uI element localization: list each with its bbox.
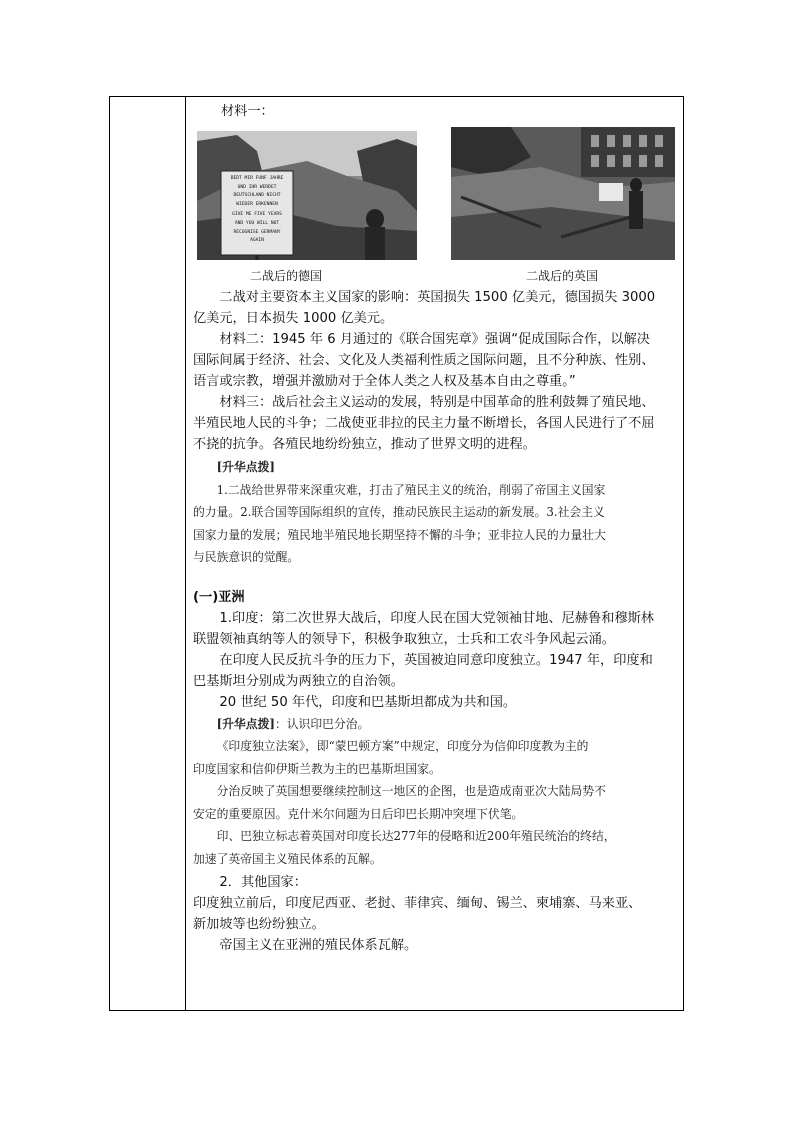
sign-line: AND YOU WILL NOT: [234, 220, 280, 226]
content-table: [109, 96, 684, 1011]
insight2-rest: ：认识印巴分治。: [274, 716, 370, 731]
sign-line: RECOGNISE GERMANY: [233, 229, 281, 235]
britain-caption: 二战后的英国: [526, 269, 599, 283]
germany-sign-text: [222, 175, 292, 246]
sign-line: AGAIN: [250, 238, 264, 244]
sign-line: UND IHR WERDET: [237, 184, 277, 190]
column-divider: [185, 97, 186, 1010]
material2-line-3: 语言或宗教，增强并激励对于全体人类之人权及基本自由之尊重。”: [193, 374, 576, 389]
other-line-2: 新加坡等也纷纷独立。: [193, 917, 325, 932]
other-line-1: 印度独立前后，印度尼西亚、老挝、菲律宾、缅甸、锡兰、柬埔寨、马来亚、: [193, 896, 642, 911]
germany-ruins-photo: [197, 131, 417, 260]
insight1-line-3: 国家力量的发展；殖民地半殖民地长期坚持不懈的斗争；亚非拉人民的力量壮大: [193, 527, 606, 542]
insight2-line: [193, 713, 681, 736]
insight1-line-2: 的力量。2.联合国等国际组织的宣传，推动民族民主运动的新发展。3.社会主义: [193, 505, 605, 519]
partition3-line-1: 印、巴独立标志着英国对印度长达277年的侵略和近200年殖民统治的终结，: [216, 829, 616, 843]
other-heading: 2．其他国家：: [219, 875, 307, 890]
material3-line-1: 材料三：战后社会主义运动的发展，特别是中国革命的胜利鼓舞了殖民地、: [219, 395, 655, 410]
india2-line-1: 在印度人民反抗斗争的压力下，英国被迫同意印度独立。1947 年，印度和: [219, 652, 653, 668]
india3-line: 20 世纪 50 年代，印度和巴基斯坦都成为共和国。: [219, 694, 517, 710]
sign-line: DEUTSCHLAND NICHT: [233, 193, 281, 199]
sign-line: BEDT MIR FUNF JAHRE: [230, 176, 284, 181]
material3-line-3: 不挠的抗争。各殖民地纷纷独立，推动了世界文明的进程。: [193, 437, 536, 452]
partition2-line-2: 安定的重要原因。克什米尔问题为日后印巴长期冲突埋下伏笔。: [193, 806, 524, 821]
partition2-line-1: 分治反映了英国想要继续控制这一地区的企图，也是造成南亚次大陆局势不: [216, 784, 606, 798]
india-line-2: 联盟领袖真纳等人的领导下，积极争取独立，士兵和工农斗争风起云涌。: [193, 631, 615, 647]
partition-line-2: 印度国家和信仰伊斯兰教为主的巴基斯坦国家。: [193, 761, 441, 776]
britain-ruins-photo: [451, 127, 675, 260]
insight1-line-1: 1.二战给世界带来深重灾难，打击了殖民主义的统治，削弱了帝国主义国家: [216, 482, 606, 497]
impact-line-1: 二战对主要资本主义国家的影响：英国损失 1500 亿美元，德国损失 3000: [219, 290, 656, 305]
britain-ruins-image: [451, 127, 675, 260]
india2-line-2: 巴基斯坦分别成为两独立的自治领。: [193, 673, 404, 689]
impact-line-2: 亿美元，日本损失 1000 亿美元。: [193, 311, 394, 326]
partition3-line-2: 加速了英帝国主义殖民体系的瓦解。: [193, 851, 382, 866]
partition-line-1: 《印度独立法案》，即“蒙巴顿方案”中规定，印度分为信仰印度教为主的: [216, 739, 589, 753]
insight1-line-4: 与民族意识的觉醒。: [193, 550, 300, 564]
sign-line: WIEDER ERKENNEN: [236, 201, 278, 207]
germany-caption: 二战后的德国: [250, 269, 323, 283]
material2-line-1: 材料二：1945 年 6 月通过的《联合国宪章》强调“促成国际合作，以解决: [219, 332, 650, 347]
insight2-heading: [升华点拨]: [216, 716, 275, 731]
sign-line: GIVE ME FIVE YEARS: [232, 212, 282, 218]
material1-heading: 材料一：: [221, 104, 274, 119]
insight1-heading: [升华点拨]: [216, 460, 275, 474]
conclusion-line: 帝国主义在亚洲的殖民体系瓦解。: [219, 938, 418, 953]
material3-line-2: 半殖民地人民的斗争；二战使亚非拉的民主力量不断增长，各国人民进行了不屈: [193, 416, 655, 431]
main-content: [193, 287, 681, 956]
section-asia-heading: (一)亚洲: [193, 589, 245, 605]
india-line-1: 1.印度：第二次世界大战后，印度人民在国大党领袖甘地、尼赫鲁和穆斯林: [219, 610, 654, 626]
material2-line-2: 国际间属于经济、社会、文化及人类福利性质之国际问题，且不分种族、性别、: [193, 353, 655, 368]
